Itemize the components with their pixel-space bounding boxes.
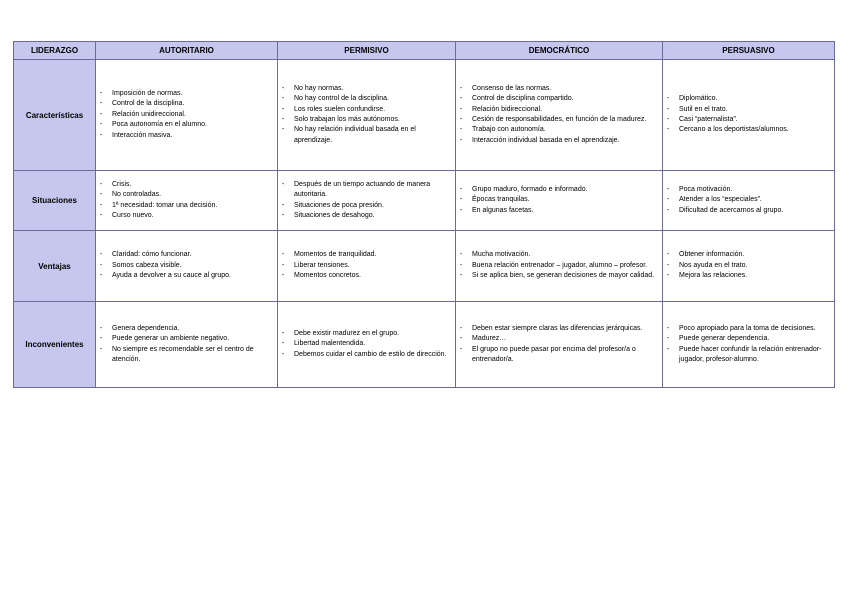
- list-item: - No hay normas.: [281, 84, 452, 94]
- list-item: - Crisis.: [99, 180, 274, 190]
- list-item: - Puede generar un ambiente negativo.: [99, 334, 274, 344]
- list-item: - Debe existir madurez en el grupo.: [281, 329, 452, 339]
- header-persuasivo: PERSUASIVO: [663, 42, 835, 60]
- list-item: - Interacción masiva.: [99, 131, 274, 141]
- list-item: - Momentos de tranquilidad.: [281, 250, 452, 260]
- list-item: - Cercano a los deportistas/alumnos.: [666, 125, 831, 135]
- list-item: - Dificultad de acercarnos al grupo.: [666, 206, 831, 216]
- list-item: - Sutil en el trato.: [666, 105, 831, 115]
- row-situaciones: [14, 171, 835, 231]
- list-item: - Situaciones de desahogo.: [281, 211, 452, 221]
- cell-caracteristicas-persuasivo: [663, 60, 835, 171]
- list-item: - Puede generar dependencia.: [666, 334, 831, 344]
- list-item: - Situaciones de poca presión.: [281, 201, 452, 211]
- list-item: - Después de un tiempo actuando de manera autoritaria.: [281, 180, 452, 201]
- row-inconvenientes: [14, 302, 835, 388]
- cell-inconvenientes-autoritario: [96, 302, 278, 388]
- cell-caracteristicas-autoritario: [96, 60, 278, 171]
- row-label-inconvenientes: Inconvenientes: [14, 302, 96, 388]
- list-item: - El grupo no puede pasar por encima del profesor/a o entrenador/a.: [459, 345, 659, 366]
- list-item: - Genera dependencia.: [99, 324, 274, 334]
- list-item: - Imposición de normas.: [99, 89, 274, 99]
- cell-situaciones-democratico: [456, 171, 663, 231]
- list-item: - No siempre es recomendable ser el centro de atención.: [99, 345, 274, 366]
- list-item: - Somos cabeza visible.: [99, 261, 274, 271]
- list-item: - Madurez…: [459, 334, 659, 344]
- row-label-situaciones: Situaciones: [14, 171, 96, 231]
- list-item: - Puede hacer confundir la relación entrenador-jugador, profesor-alumno.: [666, 345, 831, 366]
- cell-caracteristicas-permisivo: [278, 60, 456, 171]
- list-item: - Momentos concretos.: [281, 271, 452, 281]
- cell-inconvenientes-persuasivo: [663, 302, 835, 388]
- list-item: - Poca autonomía en el alumno.: [99, 120, 274, 130]
- cell-ventajas-persuasivo: [663, 231, 835, 302]
- list-item: - Control de disciplina compartido.: [459, 94, 659, 104]
- list-item: - Debemos cuidar el cambio de estilo de dirección.: [281, 350, 452, 360]
- list-item: - Casi “paternalista”.: [666, 115, 831, 125]
- list-item: - Obtener información.: [666, 250, 831, 260]
- list-item: - Curso nuevo.: [99, 211, 274, 221]
- list-item: - No hay control de la disciplina.: [281, 94, 452, 104]
- list-item: - Ayuda a devolver a su cauce al grupo.: [99, 271, 274, 281]
- cell-situaciones-autoritario: [96, 171, 278, 231]
- list-item: - Trabajo con autonomía.: [459, 125, 659, 135]
- list-item: - Si se aplica bien, se generan decisiones de mayor calidad.: [459, 271, 659, 281]
- list-item: - Relación bidireccional.: [459, 105, 659, 115]
- list-item: - Poco apropiado para la toma de decisiones.: [666, 324, 831, 334]
- cell-inconvenientes-permisivo: [278, 302, 456, 388]
- list-item: - Poca motivación.: [666, 185, 831, 195]
- list-item: - Solo trabajan los más autónomos.: [281, 115, 452, 125]
- list-item: - Consenso de las normas.: [459, 84, 659, 94]
- list-item: - No controladas.: [99, 190, 274, 200]
- cell-ventajas-permisivo: [278, 231, 456, 302]
- cell-ventajas-democratico: [456, 231, 663, 302]
- list-item: - En algunas facetas.: [459, 206, 659, 216]
- header-row: [14, 42, 835, 60]
- list-item: - No hay relación individual basada en el aprendizaje.: [281, 125, 452, 146]
- list-item: - Grupo maduro, formado e informado.: [459, 185, 659, 195]
- list-item: - 1ª necesidad: tomar una decisión.: [99, 201, 274, 211]
- list-item: - Liberar tensiones.: [281, 261, 452, 271]
- list-item: - Nos ayuda en el trato.: [666, 261, 831, 271]
- list-item: - Relación unidireccional.: [99, 110, 274, 120]
- header-permisivo: PERMISIVO: [278, 42, 456, 60]
- row-label-ventajas: Ventajas: [14, 231, 96, 302]
- list-item: - Cesión de responsabilidades, en función de la madurez.: [459, 115, 659, 125]
- header-liderazgo: LIDERAZGO: [14, 42, 96, 60]
- list-item: - Épocas tranquilas.: [459, 195, 659, 205]
- list-item: - Interacción individual basada en el aprendizaje.: [459, 136, 659, 146]
- list-item: - Mejora las relaciones.: [666, 271, 831, 281]
- cell-inconvenientes-democratico: [456, 302, 663, 388]
- list-item: - Libertad malentendida.: [281, 339, 452, 349]
- list-item: - Los roles suelen confundirse.: [281, 105, 452, 115]
- list-item: - Control de la disciplina.: [99, 99, 274, 109]
- list-item: - Deben estar siempre claras las diferencias jerárquicas.: [459, 324, 659, 334]
- list-item: - Buena relación entrenador – jugador, alumno – profesor.: [459, 261, 659, 271]
- header-democratico: DEMOCRÁTICO: [456, 42, 663, 60]
- row-label-caracteristicas: Características: [14, 60, 96, 171]
- row-ventajas: [14, 231, 835, 302]
- list-item: - Atender a los “especiales”.: [666, 195, 831, 205]
- row-caracteristicas: [14, 60, 835, 171]
- list-item: - Mucha motivación.: [459, 250, 659, 260]
- cell-ventajas-autoritario: [96, 231, 278, 302]
- cell-situaciones-persuasivo: [663, 171, 835, 231]
- header-autoritario: AUTORITARIO: [96, 42, 278, 60]
- cell-situaciones-permisivo: [278, 171, 456, 231]
- cell-caracteristicas-democratico: [456, 60, 663, 171]
- list-item: - Diplomático.: [666, 94, 831, 104]
- leadership-styles-table: [13, 41, 835, 388]
- list-item: - Claridad: cómo funcionar.: [99, 250, 274, 260]
